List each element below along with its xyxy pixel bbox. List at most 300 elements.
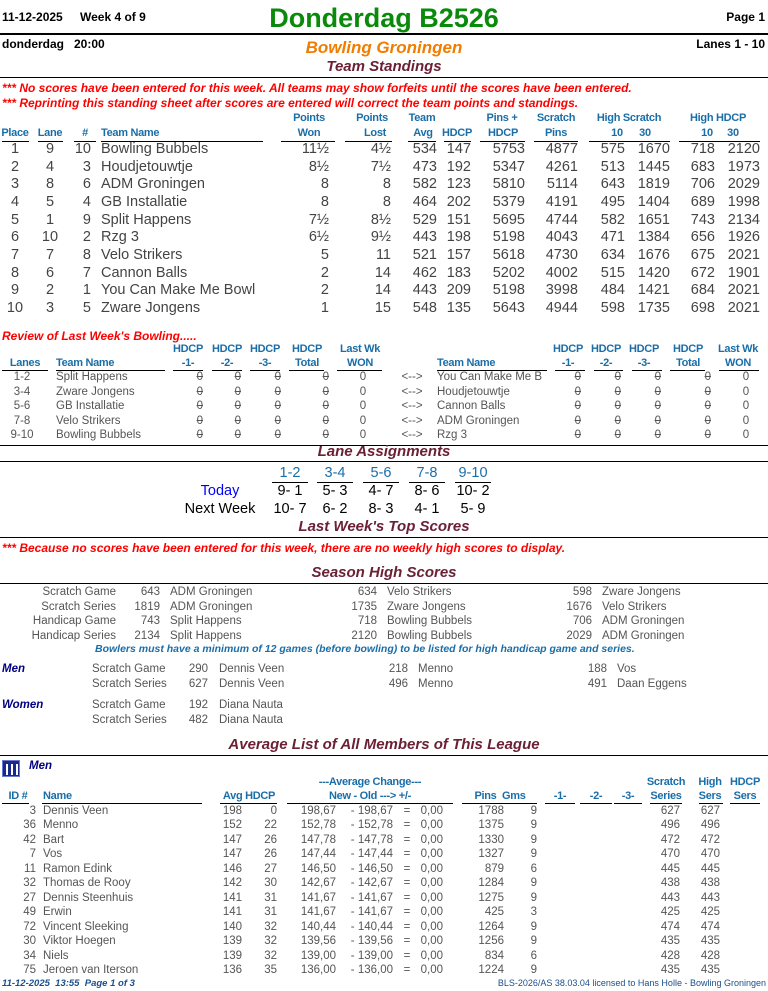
header-underline (289, 370, 324, 371)
lane-pair-header: 5-6 (370, 465, 392, 481)
standings-high-hdcp-30: 2134 (727, 211, 760, 228)
member-hdcp: 27 (264, 862, 277, 875)
standings-place: 8 (10, 264, 20, 281)
member-avg: 141 (222, 906, 242, 919)
member-old-avg: - 136,00 (350, 963, 393, 976)
standings-pins-hdcp: 5810 (492, 176, 525, 193)
men-high-score: 290 (188, 663, 208, 675)
member-id: 27 (23, 891, 36, 904)
member-id: 30 (23, 935, 36, 948)
divider (0, 537, 768, 538)
col-header-h1: -1- (181, 357, 195, 369)
standings-pins-hdcp: 5347 (492, 158, 525, 175)
standings-high-scratch-10: 643 (600, 176, 625, 193)
member-name: Dennis Veen (43, 805, 109, 817)
standings-team-name: ADM Groningen (101, 176, 205, 193)
member-games: 9 (530, 877, 537, 890)
col-header-team-avg: Team (408, 112, 436, 124)
member-name: Thomas de Rooy (43, 877, 131, 890)
review-hdcp2: 0 (234, 371, 241, 383)
review-opponent-team: Houdjetouwtje (437, 385, 510, 398)
next-week-label: Next Week (184, 501, 256, 517)
review-hdcp3: 0 (274, 371, 281, 383)
season-high-team: Split Happens (170, 629, 242, 642)
women-high-score: 192 (188, 699, 208, 711)
notice: *** No scores have been entered for this week. All teams may show forfeits until the scores have been entered. (2, 81, 632, 95)
standings-hdcp: 157 (446, 246, 471, 263)
col-header-scratch-series: Scratch (646, 776, 686, 788)
standings-points-won: 1 (320, 299, 329, 316)
col-header-points-won: Points (293, 112, 325, 124)
col-header-hdcp-series: HDCP (730, 776, 760, 788)
day-time: donderdag 20:00 (2, 37, 105, 51)
member-avg: 139 (222, 935, 242, 948)
member-games: 9 (530, 819, 537, 832)
header-underline (699, 803, 723, 804)
standings-points-won: 2 (320, 264, 329, 281)
standings-high-hdcp-10: 718 (690, 141, 715, 157)
member-avg-diff: 0,00 (420, 949, 443, 962)
header-underline (730, 803, 760, 804)
member-avg: 142 (222, 877, 242, 890)
standings-high-scratch-30: 1420 (637, 264, 670, 281)
review-last-wk-won: 0 (359, 385, 367, 398)
standings-team-avg: 548 (412, 299, 437, 316)
member-id: 42 (23, 833, 36, 846)
review-hdcp1: 0 (196, 371, 203, 383)
center-name: Bowling Groningen (305, 38, 463, 57)
standings-points-lost: 11 (375, 246, 391, 263)
member-id: 36 (23, 819, 36, 832)
review-team: Zware Jongens (56, 385, 135, 398)
col-header-high-series: High (698, 776, 722, 788)
season-high-team: ADM Groningen (602, 615, 685, 627)
member-name: Niels (43, 949, 69, 962)
women-high-category: Scratch Game (92, 699, 166, 711)
col-header-points-lost: Lost (363, 127, 387, 139)
standings-team-avg: 443 (412, 229, 437, 246)
review-last-wk-won: 0 (742, 414, 750, 427)
notice: *** Reprinting this standing sheet after scores are entered will correct the team points and standings. (2, 96, 579, 110)
standings-high-scratch-10: 634 (600, 246, 625, 263)
standings-pins-hdcp: 5198 (492, 282, 525, 299)
season-high-score: 643 (140, 586, 160, 598)
col-header-points-lost: Points (356, 112, 388, 124)
review-hdcp1: 0 (574, 414, 581, 427)
season-high-team: Split Happens (170, 615, 242, 627)
men-high-score: 627 (188, 678, 208, 690)
standings-high-scratch-30: 1445 (637, 158, 670, 175)
standings-hdcp: 183 (446, 264, 471, 281)
standings-team-number: 8 (82, 246, 91, 263)
col-header-game3: -3- (621, 790, 635, 802)
standings-hdcp: 123 (446, 176, 471, 193)
standings-points-won: 11½ (301, 141, 329, 157)
section-title-avg-list: Average List of All Members of This League (228, 736, 540, 753)
member-pins: 834 (484, 949, 504, 962)
week-indicator: Week 4 of 9 (80, 10, 146, 24)
col-header-pins-hdcp: HDCP (488, 127, 518, 139)
member-id: 49 (23, 906, 36, 919)
col-header-hs10: 10 (611, 127, 623, 139)
member-new-avg: 139,00 (300, 949, 336, 962)
col-header-h2: -2- (599, 357, 613, 369)
col-header-lanes: Lanes (9, 357, 41, 369)
member-games: 9 (530, 805, 537, 817)
standings-high-hdcp-10: 706 (690, 176, 715, 193)
review-hdcp2: 0 (614, 429, 621, 441)
review-hdcp1: 0 (574, 429, 581, 441)
lane-pair-header: 7-8 (416, 465, 438, 481)
season-high-team: Velo Strikers (602, 600, 667, 613)
season-high-score: 1735 (351, 600, 377, 613)
col-header-num: # (82, 127, 88, 139)
member-avg-diff: 0,00 (420, 963, 443, 976)
standings-team-name: Houdjetouwtje (101, 158, 193, 175)
standings-scratch-pins: 4002 (545, 264, 578, 281)
review-versus: <--> (401, 429, 423, 441)
season-high-score: 743 (140, 615, 160, 627)
standings-scratch-pins: 4730 (545, 246, 578, 263)
col-header-high-scratch: High Scratch (596, 112, 662, 124)
col-header-place: Place (1, 127, 29, 139)
standings-pins-hdcp: 5202 (492, 264, 525, 281)
member-high-series: 435 (700, 935, 720, 948)
standings-team-name: Rzg 3 (101, 229, 139, 246)
standings-high-hdcp-10: 675 (690, 246, 715, 263)
standings-team-name: Bowling Bubbels (101, 141, 209, 157)
standings-high-scratch-10: 513 (600, 158, 625, 175)
col-header-lw: WON (347, 357, 373, 369)
member-scratch-series: 425 (660, 906, 680, 919)
review-hdcp-total: 0 (322, 414, 329, 427)
season-high-category: Scratch Series (41, 600, 116, 613)
review-lanes: 9-10 (10, 429, 34, 441)
review-lanes: 3-4 (13, 385, 31, 398)
standings-team-name: Cannon Balls (101, 264, 188, 281)
men-high-category: Scratch Game (92, 663, 166, 675)
standings-high-scratch-10: 495 (600, 193, 625, 210)
standings-scratch-pins: 4191 (545, 193, 578, 210)
standings-team-avg: 529 (412, 211, 437, 228)
standings-points-lost: 8 (382, 193, 391, 210)
standings-high-hdcp-30: 2021 (727, 282, 760, 299)
col-header-pins-hdcp: Pins + (486, 112, 518, 124)
col-header-team-avg: Avg (413, 127, 433, 139)
member-old-avg: - 139,00 (350, 949, 393, 962)
standings-points-lost: 7½ (370, 158, 391, 175)
member-high-series: 428 (700, 949, 720, 962)
standings-team-number: 3 (82, 158, 91, 175)
standings-lane: 2 (45, 282, 55, 299)
standings-high-hdcp-30: 1973 (727, 158, 760, 175)
standings-hdcp: 147 (446, 141, 471, 157)
col-header-id: ID # (8, 790, 28, 802)
member-high-series: 496 (700, 819, 720, 832)
standings-lane: 4 (45, 158, 55, 175)
season-high-team: Bowling Bubbels (387, 629, 473, 642)
member-new-avg: 147,44 (300, 848, 336, 861)
standings-high-hdcp-10: 684 (690, 282, 715, 299)
col-header-points-won: Won (297, 127, 321, 139)
season-high-score: 634 (357, 586, 377, 598)
men-high-category: Scratch Series (92, 678, 167, 690)
member-equals: = (403, 819, 411, 832)
member-old-avg: - 147,78 (350, 833, 393, 846)
women-high-category: Scratch Series (92, 714, 167, 726)
standings-team-number: 6 (82, 176, 91, 193)
member-hdcp: 0 (270, 805, 277, 817)
standings-pins-hdcp: 5753 (492, 141, 525, 157)
season-high-score: 718 (357, 615, 377, 627)
season-high-team: Bowling Bubbels (387, 615, 473, 627)
league-title: Donderdag B2526 (269, 3, 499, 33)
season-high-score: 2120 (351, 629, 377, 642)
men-high-bowler: Menno (418, 678, 454, 690)
standings-high-scratch-30: 1735 (637, 299, 670, 316)
standings-team-name: You Can Make Me Bowl (101, 282, 256, 299)
standings-points-won: 2 (320, 282, 329, 299)
member-hdcp: 35 (264, 963, 277, 976)
member-avg: 147 (222, 833, 242, 846)
standings-high-scratch-30: 1676 (637, 246, 670, 263)
review-hdcp3: 0 (654, 385, 661, 398)
member-old-avg: - 147,44 (350, 848, 393, 861)
review-hdcp1: 0 (196, 414, 203, 427)
member-name: Viktor Hoegen (43, 935, 116, 948)
member-id: 75 (23, 963, 36, 976)
review-lanes: 5-6 (13, 400, 31, 412)
col-header-scratch-pins: Scratch (536, 112, 576, 124)
member-equals: = (403, 848, 411, 861)
standings-scratch-pins: 4877 (545, 141, 578, 157)
standings-pins-hdcp: 5643 (492, 299, 525, 316)
member-games: 3 (530, 906, 537, 919)
standings-high-hdcp-30: 2021 (727, 246, 760, 263)
member-name: Vos (43, 848, 63, 861)
header-underline (614, 803, 642, 804)
standings-high-hdcp-10: 689 (690, 193, 715, 210)
standings-pins-hdcp: 5198 (492, 229, 525, 246)
member-old-avg: - 142,67 (350, 877, 393, 890)
review-versus: <--> (401, 400, 423, 412)
review-hdcp1: 0 (196, 385, 203, 398)
header-underline (42, 803, 202, 804)
standings-lane: 10 (41, 229, 59, 246)
member-old-avg: - 139,56 (350, 935, 393, 948)
header-underline (220, 803, 277, 804)
season-high-category: Handicap Game (32, 615, 116, 627)
standings-points-won: 8 (320, 176, 329, 193)
review-hdcp1: 0 (574, 400, 581, 412)
member-new-avg: 142,67 (300, 877, 336, 890)
member-name: Bart (43, 833, 65, 846)
review-hdcp3: 0 (274, 414, 281, 427)
header-underline (545, 803, 575, 804)
member-pins: 1327 (478, 848, 504, 861)
men-label: Men (2, 663, 25, 675)
season-high-team: ADM Groningen (170, 600, 253, 613)
next-week-pairing: 10- 7 (273, 501, 307, 517)
member-avg-diff: 0,00 (420, 848, 443, 861)
member-games: 9 (530, 848, 537, 861)
standings-pins-hdcp: 5618 (492, 246, 525, 263)
group-label-men: Men (29, 760, 52, 772)
standings-high-hdcp-30: 2029 (727, 176, 760, 193)
standings-team-avg: 521 (412, 246, 437, 263)
men-high-bowler: Daan Eggens (617, 678, 687, 690)
lane-pair-header: 3-4 (324, 465, 346, 481)
standings-high-hdcp-10: 683 (690, 158, 715, 175)
header-underline (287, 803, 453, 804)
col-header-pins-gms: Pins Gms (474, 790, 526, 802)
today-pairing: 4- 7 (368, 483, 394, 499)
divider (0, 77, 768, 78)
member-pins: 1330 (478, 833, 504, 846)
member-high-series: 438 (700, 877, 720, 890)
member-games: 9 (530, 963, 537, 976)
member-new-avg: 139,56 (300, 935, 336, 948)
col-header-hdcp: HDCP (442, 127, 472, 139)
member-avg: 146 (222, 862, 242, 875)
member-old-avg: - 146,50 (350, 862, 393, 875)
season-high-category: Scratch Game (42, 586, 116, 598)
review-last-wk-won: 0 (359, 414, 367, 427)
member-avg-diff: 0,00 (420, 819, 443, 832)
season-high-team: ADM Groningen (170, 586, 253, 598)
standings-scratch-pins: 5114 (546, 176, 578, 193)
standings-high-hdcp-30: 2120 (727, 141, 760, 157)
divider (0, 755, 768, 756)
standings-team-number: 4 (82, 193, 91, 210)
member-avg: 141 (222, 891, 242, 904)
standings-high-hdcp-30: 2021 (727, 299, 760, 316)
col-header-h3: HDCP (250, 343, 280, 355)
standings-high-hdcp-10: 656 (690, 229, 715, 246)
member-pins: 1375 (478, 819, 504, 832)
standings-points-lost: 14 (374, 264, 391, 281)
col-header-h2: HDCP (212, 343, 242, 355)
review-hdcp2: 0 (614, 400, 621, 412)
col-header-ht: HDCP (292, 343, 322, 355)
review-hdcp-total: 0 (704, 400, 711, 412)
standings-hdcp: 192 (446, 158, 471, 175)
review-lanes: 1-2 (13, 371, 31, 383)
col-header-h3: -3- (258, 357, 272, 369)
standings-high-scratch-10: 575 (600, 141, 625, 157)
standings-hdcp: 151 (446, 211, 471, 228)
review-hdcp2: 0 (614, 385, 621, 398)
standings-place: 1 (10, 141, 20, 157)
season-high-category: Handicap Series (31, 629, 116, 642)
women-high-score: 482 (188, 714, 208, 726)
member-old-avg: - 198,67 (350, 805, 393, 817)
col-header-team: Team Name (56, 357, 115, 369)
standings-points-won: 7½ (308, 211, 329, 228)
review-hdcp2: 0 (234, 400, 241, 412)
season-high-score: 598 (572, 586, 592, 598)
member-games: 6 (530, 949, 537, 962)
today-pairing: 10- 2 (456, 483, 490, 499)
divider (0, 461, 768, 462)
review-versus: <--> (401, 385, 423, 398)
today-pairing: 8- 6 (414, 483, 440, 499)
review-hdcp3: 0 (654, 414, 661, 427)
col-header-high-hdcp: High HDCP (690, 112, 746, 124)
standings-high-hdcp-10: 672 (690, 264, 715, 281)
standings-scratch-pins: 4944 (545, 299, 578, 316)
col-header-game2: -2- (589, 790, 603, 802)
women-label: Women (2, 699, 44, 711)
section-title-standings: Team Standings (326, 58, 442, 75)
today-label: Today (200, 483, 240, 499)
standings-place: 6 (10, 229, 20, 246)
member-scratch-series: 438 (660, 877, 680, 890)
col-header-ht: Total (676, 357, 700, 369)
standings-team-number: 1 (82, 282, 91, 299)
member-hdcp: 32 (264, 935, 277, 948)
review-hdcp2: 0 (234, 429, 241, 441)
standings-high-scratch-30: 1651 (637, 211, 670, 228)
standings-points-lost: 4½ (370, 141, 391, 157)
standings-points-lost: 14 (374, 282, 391, 299)
col-header-h1: HDCP (173, 343, 203, 355)
season-high-team: Zware Jongens (387, 600, 466, 613)
col-header-hh30: 30 (727, 127, 739, 139)
review-hdcp3: 0 (654, 429, 661, 441)
member-scratch-series: 435 (660, 935, 680, 948)
season-high-note: Bowlers must have a minimum of 12 games (before bowling) to be listed for high handicap game and series. (95, 643, 635, 655)
review-last-wk-won: 0 (359, 400, 367, 412)
member-name: Dennis Steenhuis (43, 891, 134, 904)
member-id: 72 (23, 920, 36, 933)
member-avg: 147 (222, 848, 242, 861)
member-avg: 139 (222, 949, 242, 962)
review-hdcp1: 0 (574, 385, 581, 398)
next-week-pairing: 5- 9 (460, 501, 486, 517)
review-hdcp1: 0 (196, 429, 203, 441)
standings-place: 7 (10, 246, 20, 263)
member-pins: 1284 (478, 877, 504, 890)
standings-team-name: Velo Strikers (101, 246, 183, 263)
member-name: Jeroen van Iterson (43, 963, 139, 976)
review-last-wk-won: 0 (359, 429, 367, 441)
col-header-team: Team Name (437, 357, 496, 369)
standings-high-scratch-30: 1819 (637, 176, 670, 193)
standings-team-avg: 464 (412, 193, 437, 210)
standings-high-scratch-10: 484 (600, 282, 625, 299)
member-new-avg: 146,50 (300, 862, 336, 875)
standings-high-hdcp-10: 698 (690, 299, 715, 316)
member-name: Menno (43, 819, 79, 832)
review-hdcp-total: 0 (704, 371, 711, 383)
header-underline (462, 803, 537, 804)
member-games: 9 (530, 935, 537, 948)
standings-lane: 7 (45, 246, 55, 263)
member-scratch-series: 428 (660, 949, 680, 962)
review-hdcp3: 0 (274, 385, 281, 398)
member-avg: 152 (222, 819, 242, 832)
member-old-avg: - 140,44 (350, 920, 393, 933)
standings-pins-hdcp: 5379 (492, 193, 525, 210)
member-id: 3 (29, 805, 36, 817)
standings-points-won: 8 (320, 193, 329, 210)
men-high-bowler: Vos (617, 663, 637, 675)
member-avg-diff: 0,00 (420, 891, 443, 904)
member-old-avg: - 152,78 (350, 819, 393, 832)
member-new-avg: 136,00 (300, 963, 336, 976)
standings-hdcp: 202 (446, 193, 471, 210)
